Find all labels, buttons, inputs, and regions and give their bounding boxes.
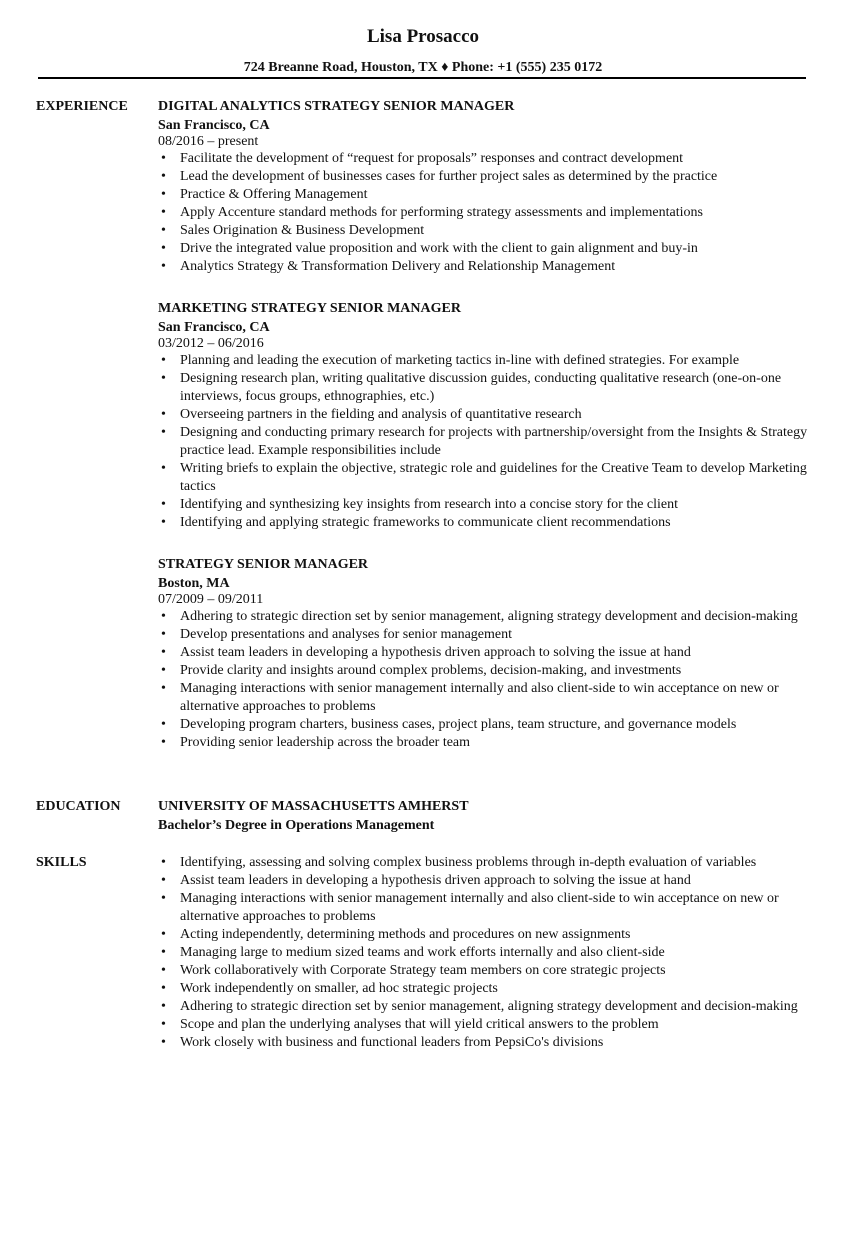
list-item: • Identifying and applying strategic frameworks to communicate client recommendations	[158, 514, 808, 532]
job-bullet-list	[158, 608, 808, 752]
list-item: • Provide clarity and insights around complex problems, decision-making, and investments	[158, 662, 808, 680]
list-item: • Planning and leading the execution of marketing tactics in-line with defined strategies. For example	[158, 352, 808, 370]
job-entry	[158, 556, 808, 752]
job-dates: 08/2016 – present	[158, 134, 259, 149]
degree-name: Bachelor’s Degree in Operations Management	[158, 818, 435, 833]
list-item: • Overseeing partners in the fielding and analysis of quantitative research	[158, 406, 808, 424]
job-title: DIGITAL ANALYTICS STRATEGY SENIOR MANAGER	[158, 99, 515, 114]
job-entry	[158, 300, 808, 532]
school-name: UNIVERSITY OF MASSACHUSETTS AMHERST	[158, 799, 469, 814]
header-divider	[38, 77, 806, 79]
skills-section-label: SKILLS	[36, 855, 87, 870]
job-location: San Francisco, CA	[158, 118, 270, 133]
job-title: MARKETING STRATEGY SENIOR MANAGER	[158, 301, 461, 316]
job-bullet-list	[158, 150, 808, 276]
education-section-label: EDUCATION	[36, 799, 121, 814]
list-item: • Facilitate the development of “request for proposals” responses and contract development	[158, 150, 808, 168]
list-item: • Work independently on smaller, ad hoc strategic projects	[158, 980, 808, 998]
list-item: • Assist team leaders in developing a hypothesis driven approach to solving the issue at hand	[158, 644, 808, 662]
list-item: • Adhering to strategic direction set by senior management, aligning strategy development and decision-making	[158, 998, 808, 1016]
job-location: San Francisco, CA	[158, 320, 270, 335]
list-item: • Managing large to medium sized teams and work efforts internally and also client-side	[158, 944, 808, 962]
job-title: STRATEGY SENIOR MANAGER	[158, 557, 369, 572]
list-item: • Develop presentations and analyses for senior management	[158, 626, 808, 644]
list-item: • Adhering to strategic direction set by senior management, aligning strategy development and decision-making	[158, 608, 808, 626]
list-item: • Practice & Offering Management	[158, 186, 808, 204]
job-entry	[158, 98, 808, 276]
contact-line: 724 Breanne Road, Houston, TX ♦ Phone: +1 (555) 235 0172	[243, 60, 603, 75]
list-item: • Developing program charters, business cases, project plans, team structure, and governance models	[158, 716, 808, 734]
list-item: • Drive the integrated value proposition and work with the client to gain alignment and buy-in	[158, 240, 808, 258]
list-item: • Sales Origination & Business Development	[158, 222, 808, 240]
experience-section-label: EXPERIENCE	[36, 99, 128, 114]
list-item: • Assist team leaders in developing a hypothesis driven approach to solving the issue at hand	[158, 872, 808, 890]
job-bullet-list	[158, 352, 808, 532]
job-dates: 03/2012 – 06/2016	[158, 336, 264, 351]
candidate-name: Lisa Prosacco	[366, 26, 480, 47]
skills-entry	[158, 854, 808, 1052]
education-entry	[158, 798, 808, 834]
list-item: • Managing interactions with senior management internally and also client-side to win acceptance on new or alternative approaches to problems	[158, 680, 808, 716]
list-item: • Work collaboratively with Corporate Strategy team members on core strategic projects	[158, 962, 808, 980]
list-item: • Providing senior leadership across the broader team	[158, 734, 808, 752]
list-item: • Designing research plan, writing qualitative discussion guides, conducting qualitative research (one-on-one interviews, focus groups, ethnographies, etc.)	[158, 370, 808, 406]
list-item: • Designing and conducting primary research for projects with partnership/oversight from the Insights & Strategy practice lead. Example responsibilities include	[158, 424, 808, 460]
job-location: Boston, MA	[158, 576, 230, 591]
list-item: • Acting independently, determining methods and procedures on new assignments	[158, 926, 808, 944]
list-item: • Work closely with business and functional leaders from PepsiCo's divisions	[158, 1034, 808, 1052]
list-item: • Identifying and synthesizing key insights from research into a concise story for the client	[158, 496, 808, 514]
list-item: • Scope and plan the underlying analyses that will yield critical answers to the problem	[158, 1016, 808, 1034]
list-item: • Apply Accenture standard methods for performing strategy assessments and implementations	[158, 204, 808, 222]
list-item: • Analytics Strategy & Transformation Delivery and Relationship Management	[158, 258, 808, 276]
job-dates: 07/2009 – 09/2011	[158, 592, 264, 607]
list-item: • Managing interactions with senior management internally and also client-side to win acceptance on new or alternative approaches to problems	[158, 890, 808, 926]
list-item: • Writing briefs to explain the objective, strategic role and guidelines for the Creative Team to develop Marketing tactics	[158, 460, 808, 496]
list-item: • Identifying, assessing and solving complex business problems through in-depth evaluation of variables	[158, 854, 808, 872]
skills-bullet-list	[158, 854, 808, 1052]
list-item: • Lead the development of businesses cases for further project sales as determined by the practice	[158, 168, 808, 186]
